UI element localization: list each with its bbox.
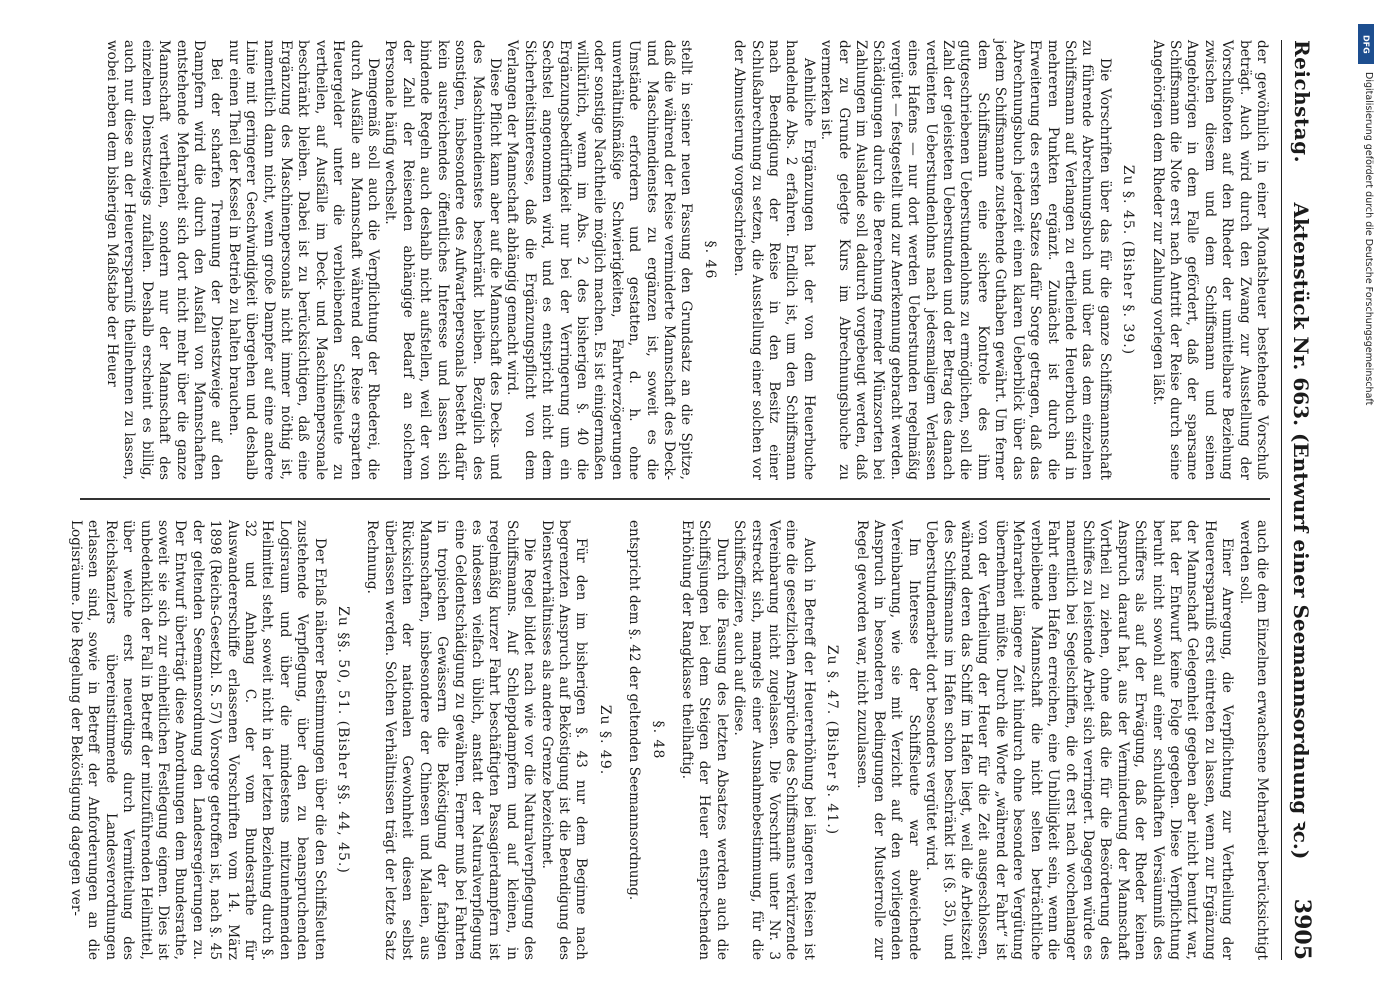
paragraph: Diese Pflicht kann aber auf die Mannschaft des Decks- und des Maschinendienstes beschränkt bleiben. Bezüglich des sonstigen, insbesondere des Aufwartepersonals besteht dafür kein ausreichendes öffentliches Interesse und lassen sich bindende Regeln auch deshalb nicht aufstellen, weil der von der Zahl der Reisenden abhängige Bedarf an solchem Personale häufig wechselt. — [382, 40, 503, 480]
paragraph: Die Regel bildet nach wie vor die Naturalverpflegung des Schiffsmanns. Auf Schleppdampfern und auf kleinen, in regelmäßig kurzer Fahrt beschäftigten Passagierdampfern ist es indessen vielfach üblich, anstatt der Naturalverpflegung eine Geldentschädigung zu gewähren. Ferner muß bei Fahrten in tropischen Gewässern die Beköstigung der farbigen Mannschaften, insbesondere der Chinesen und Malaien, aus Rücksichten der nationalen Gewohnheit diesen selbst überlassen werden. Solchen Verhältnissen trägt der letzte Satz Rechnung. — [364, 520, 538, 960]
paragraph: Einer Anregung, die Verpflichtung zur Vertheilung der Heuerersparniß erst eintreten zu lassen, wenn zur Ergänzung der Mannschaft Gelegenheit gegeben aber nicht benutzt war, hat der Entwurf keine Folge gegeben. Diese Verpflichtung beruht nicht sowohl auf einer schuldhaften Versäumniß des Schiffers als auf der Erwägung, daß der Rheder keinen Anspruch darauf hat, aus der Verminderung der Mannschaft Vortheil zu ziehen, ohne daß die für die Besörderung des Schiffes zu leistende Arbeit sich verringert. Dagegen würde es namentlich bei Segelschiffen, die oft erst nach wochenlanger Fahrt einen Hafen erreichen, eine Unbilligkeit sein, wenn die verbleibende Mannschaft die nicht selten beträchtliche Mehrarbeit längere Zeit hindurch ohne besondere Vergütung übernehmen müßte. Durch die Worte „während der Fahrt“ ist von der Vertheilung der Heuer für die Zeit ausgeschlossen, während deren das Schiff im Hafen liegt, weil die Arbeitszeit des Schiffsmanns im Hafen schon beschränkt ist (§. 35), und Ueberstundenarbeit dort besonders vergütet wird. — [923, 520, 1236, 960]
document-page — [50, 20, 1340, 980]
paragraph: Die Vorschriften über das für die ganze Schiffsmannschaft zu führende Abrechnungsbuch und über das dem einzelnen Schiffsmann auf Verlangen zu ertheilende Heuerbuch sind in mehreren Punkten ergänzt. Zunächst ist durch die Erweiterung des ersten Satzes dafür Sorge getragen, daß das Abrechnungsbuch jederzeit einen klaren Ueberblick über das jedem Schiffsmanne zustehende Guthaben gewährt. Um ferner dem Schiffsmann eine sichere Kontrole des ihm gutgeschriebenen Ueberstundenlohns zu ermöglichen, soll die Zahl der geleisteten Ueberstunden und der Betrag des danach verdienten Ueberstundenlohns nach jedesmaligem Verlassen eines Hafens — nur dort werden Ueberstunden regelmäßig vergütet — festgestellt und zur Anerkennung gebracht werden. Schädigungen durch die Berechnung fremder Münzsorten bei Zahlungen im Auslande soll dadurch vorgebeugt werden, daß der zu Grunde gelegte Kurs im Abrechnungsbuche zu vermerken ist. — [818, 40, 1113, 480]
section-heading: Zu §. 47. (Bisher §. 41.) — [824, 644, 841, 836]
paragraph: stellt in seiner neuen Fassung den Grundsatz an die Spitze, daß die während der Reise verminderte Mannschaft des Deck- und Maschinendienstes zu ergänzen ist, soweit es die Umstände erfordern und gestatten, d. h. ohne unverhältnißmäßige Schwierigkeiten, Fahrtverzögerungen oder sonstige Nachtheile möglich machen. Es ist einigermaßen willkürlich, wenn im Abs. 2 des bisherigen §. 40 die Ergänzungsbedürftigkeit nur bei der Verringerung um ein Sechstel angenommen wird, und es entspricht nicht dem Sicherheitsinteresse, daß die Ergänzungspflicht von dem Verlangen der Mannschaft abhängig gemacht wird. — [504, 40, 695, 480]
digitization-sidebar — [1358, 20, 1378, 980]
paragraph: Auch in Betreff der Heuererhöhung bei längeren Reisen ist eine die gesetzlichen Ansprüche des Schiffsmanns verkürzende Vereinbarung nicht zugelassen. Die Vorschrift unter Nr. 3 erstreckt sich, mangels einer Ausnahmebestimmung, für die Schiffsoffiziere, auch auf diese. — [731, 520, 817, 960]
section-heading: Zu §. 45. (Bisher §. 39.) — [1120, 164, 1137, 356]
section-heading: §. 48 — [649, 720, 666, 760]
paragraph: auch die dem Einzelnen erwachsene Mehrarbeit berücksichtigt werden soll. — [1236, 520, 1270, 960]
paragraph: Demgemäß soll auch die Verpflichtung der Rhederei, die durch Ausfälle an Mannschaft während der Reise ersparten Heuergelder unter die verbleibenden Schiffsleute zu vertheilen, auf Ausfälle im Deck- und Maschinenpersonale beschränkt bleiben. Dabei ist zu berücksichtigen, daß eine Ergänzung des Maschinenpersonals nicht immer nöthig ist, namentlich dann nicht, wenn große Dampfer auf eine andere Linie mit geringerer Geschwindigkeit übergehen und deshalb nur einen Theil der Kessel in Betrieb zu halten brauchen. — [225, 40, 382, 480]
page-number: 3905 — [1289, 898, 1315, 960]
right-text-column — [68, 520, 1270, 960]
paragraph: Aehnliche Ergänzungen hat der von dem Heuerbuche handelnde Abs. 2 erfahren. Endlich ist, um den Schiffsmann nach Beendigung der Reise in den Besitz einer Schlußabrechnung zu setzen, die Ausstellung einer solchen vor der Abmusterung vorgeschrieben. — [731, 40, 817, 480]
paragraph: Bei der scharfen Trennung der Dienstzweige auf den Dampfern wird die durch den Ausfall von Mannschaften entstehende Mehrarbeit sich dort nicht mehr über die ganze Mannschaft vertheilen, sondern nur der Mannschaft des einzelnen Dienstzweigs zufallen. Deshalb erscheint es billig, auch nur diese an der Heuerersparniß theilnehmen zu lassen, wobei neben dem bisherigen Maßstabe der Heuer — [104, 40, 225, 480]
paragraph: der gewöhnlich in einer Monatsheuer bestehende Vorschuß beträgt. Auch wird durch den Zwang zur Ausstellung der Vorschußnoten auf den Rheder der unmittelbare Beziehung zwischen diesem und dem Schiffsmann und seinen Angehörigen in dem Falle gefördert, daß der sparsame Schiffsmann die Note erst nach Antritt der Reise durch seine Angehörigen dem Rheder zur Zahlung vorlegen läßt. — [1149, 40, 1270, 480]
dfg-logo: DFG — [1358, 24, 1374, 64]
paragraph: Für den im bisherigen §. 43 nur dem Beginne nach begrenzten Anspruch auf Beköstigung ist die Beendigung des Dienstverhältnisses als andere Grenze bezeichnet. — [538, 520, 590, 960]
paragraph: Der Erlaß näherer Bestimmungen über die den Schiffsleuten zustehende Verpflegung, über den zu beanspruchenden Logisraum und über die mindestens mitzunehmenden Heilmittel steht, soweit nicht in der letzten Beziehung durch §. 32 und Anhang C. der vom Bundesrathe für Auswandererschiffe erlassenen Vorschriften vom 14. März 1898 (Reichs-Gesetzbl. S. 57) Vorsorge getroffen ist, nach §. 45 der geltenden Seemannsordnung den Landesregierungen zu. Der Entwurf überträgt diese Anordnungen dem Bundesrathe, soweit sie sich zur einheitlichen Festlegung eignen. Dies ist unbedenklich der Fall in Betreff der mitzuführenden Heilmittel, über welche erst neuerdings durch Vermittelung des Reichskanzlers übereinstimmende Landesverordnungen erlassen sind, sowie in Betreff der Anforderungen an die Logisräume. Die Regelung der Beköstigung dagegen ver- — [68, 520, 328, 960]
left-text-column — [80, 40, 1270, 480]
header-left: Reichstag. — [1290, 40, 1314, 164]
section-heading: Zu §§. 50, 51. (Bisher §§. 44, 45.) — [335, 606, 352, 874]
page-header — [1281, 40, 1322, 960]
digitization-credit: Digitalisierung gefördert durch die Deutsche Forschungsgemeinschaft — [1363, 72, 1374, 406]
column-divider — [80, 498, 1270, 500]
section-heading: Zu §. 49. — [596, 704, 613, 776]
paragraph: Durch die Fassung des letzten Absatzes werden auch die Schiffsjungen bei dem Steigen der Heuer entsprechenden Erhöhung der Rangklasse theilhaftig. — [679, 520, 730, 960]
paragraph: entspricht dem §. 42 der geltenden Seemannsordnung. — [626, 520, 643, 901]
section-heading: §. 46 — [701, 240, 718, 280]
paragraph: Im Interesse der Schiffsleute war abweichende Vereinbarung, wie sie mit Verzicht auf den vorliegenden Anspruch in besonderen Bedingungen der Musterrolle zur Regel geworden war, nicht zuzulassen. — [853, 520, 922, 960]
header-title: Aktenstück Nr. 663. (Entwurf einer Seemannsordnung ꝛc.) — [1289, 202, 1314, 860]
